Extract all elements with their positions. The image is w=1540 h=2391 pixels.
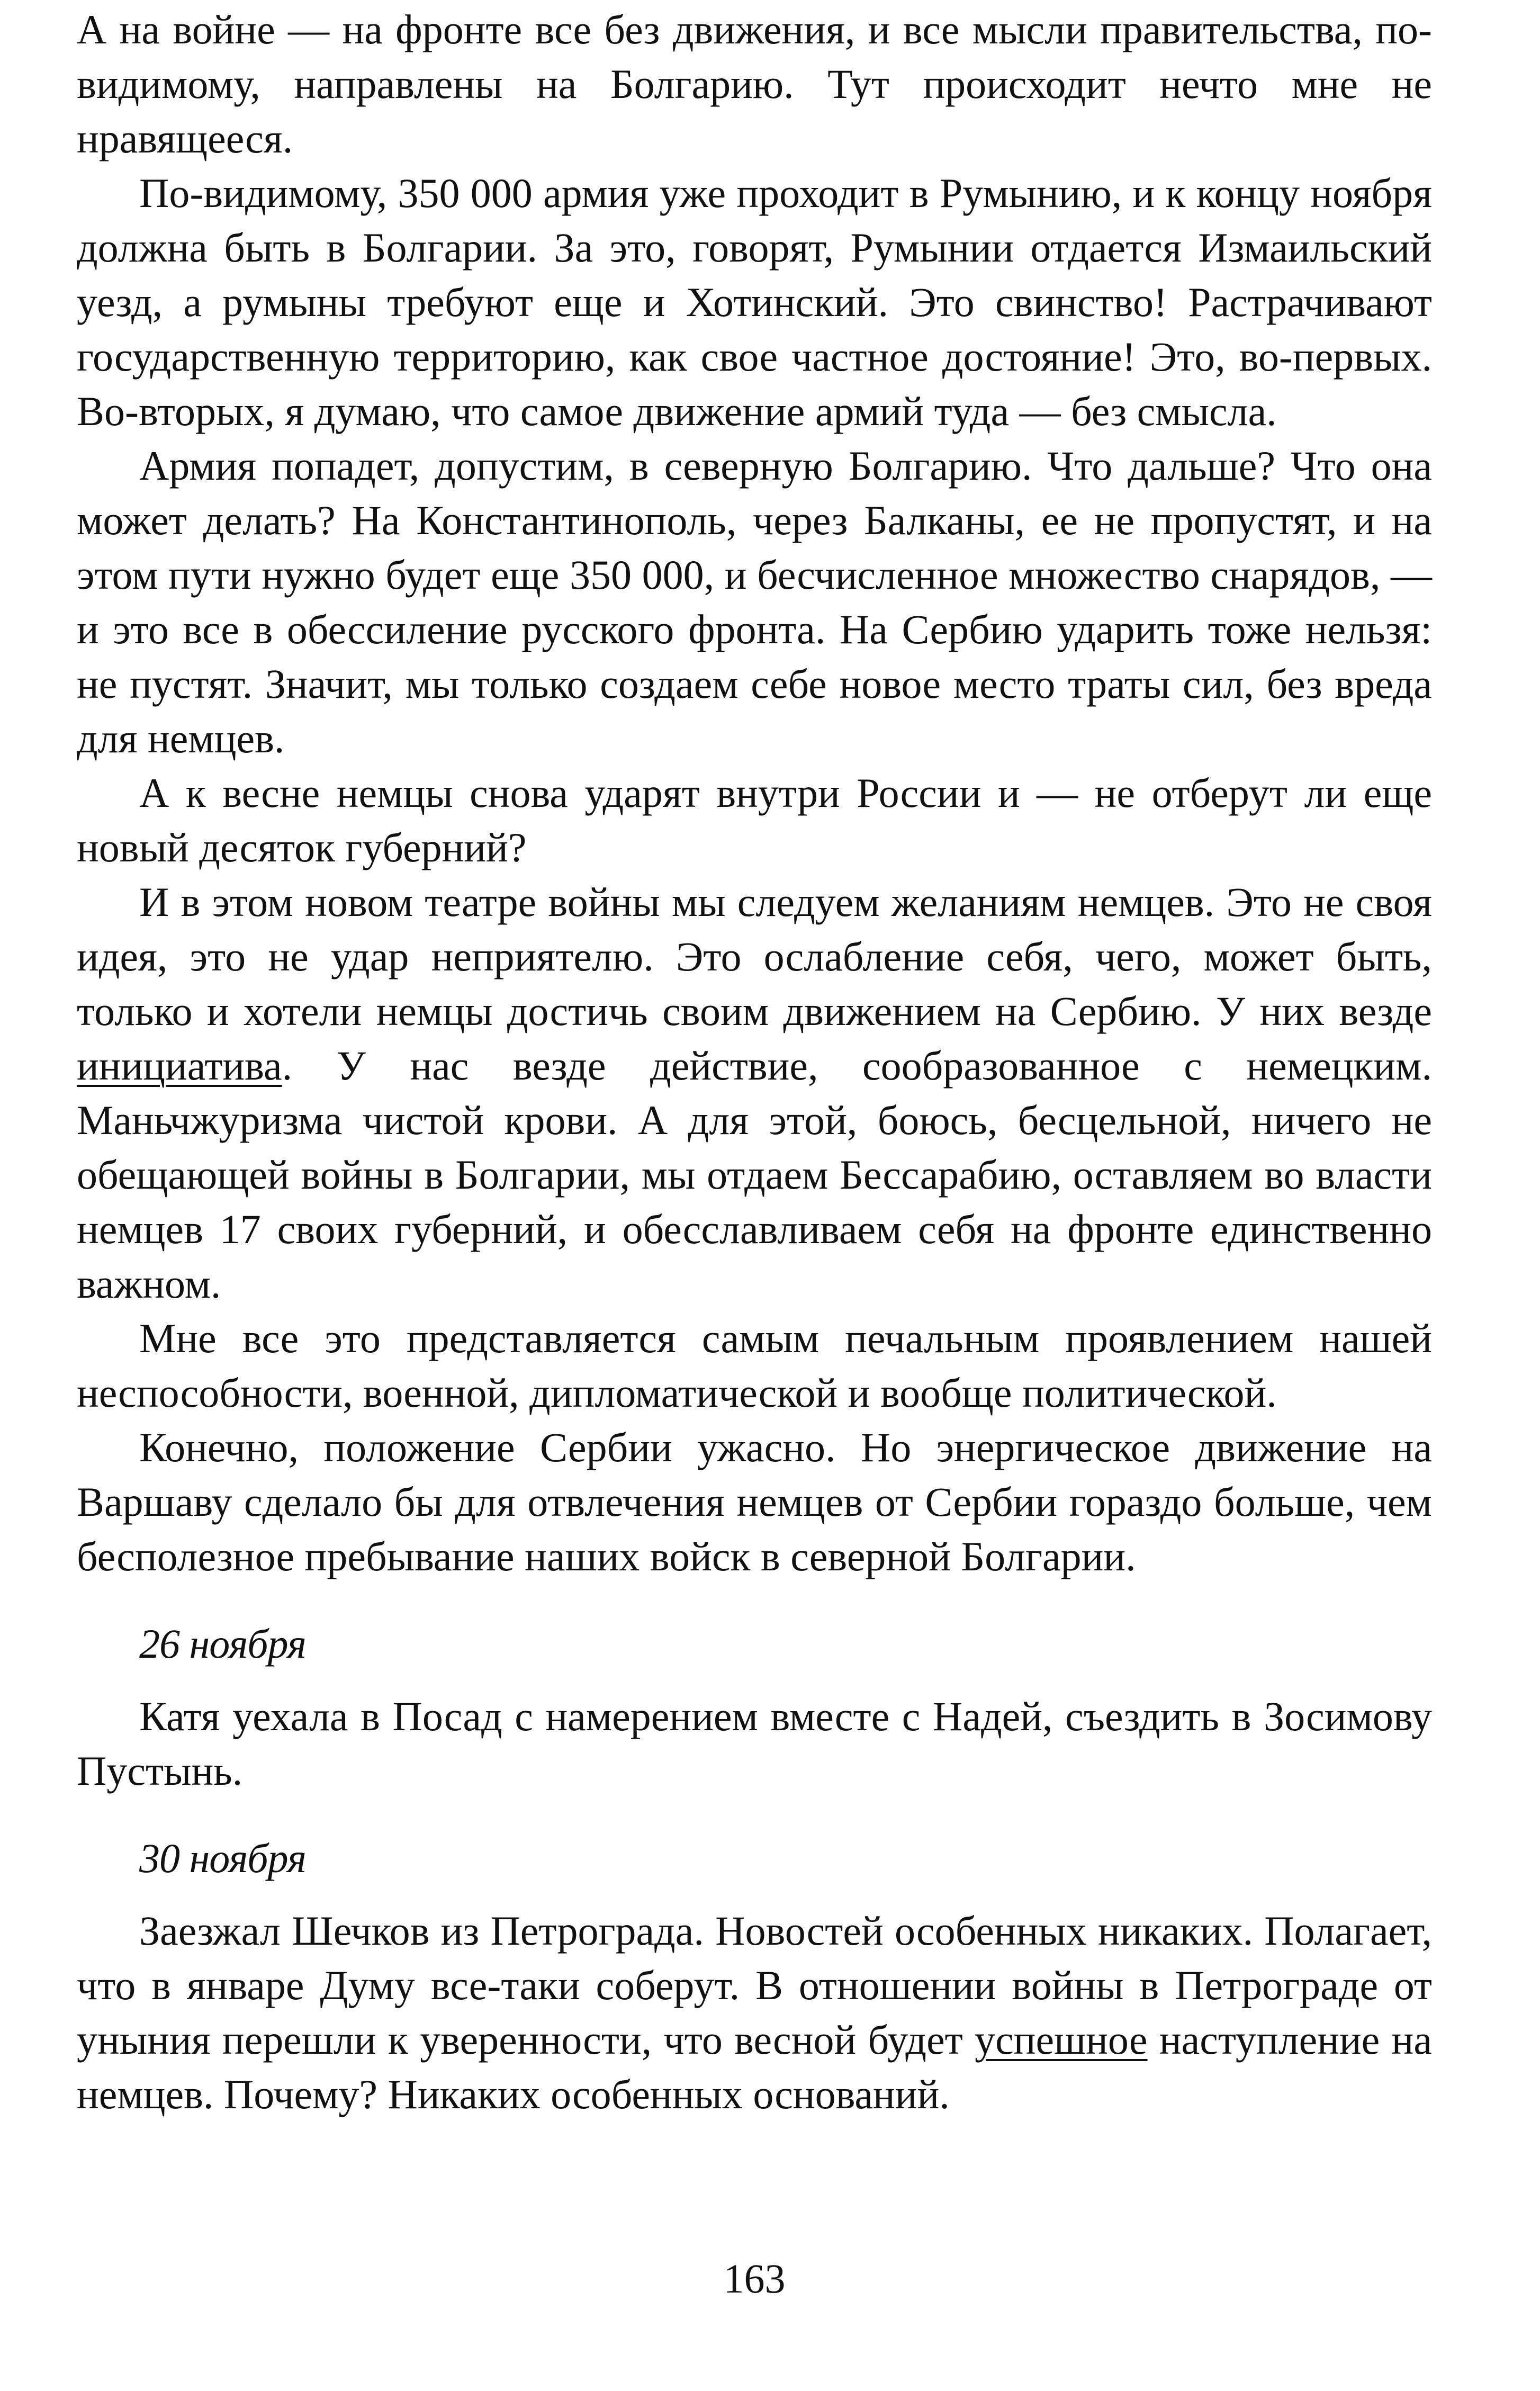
paragraph xyxy=(77,2,1432,166)
text-segment: И в этом новом театре войны мы следуем желаниям немцев. Это не своя идея, это не удар неприятелю. Это ослабление себя, чего, может быть, только и хотели немцы достичь своим движением на Сербию. У них везде xyxy=(77,879,1432,1034)
book-page xyxy=(77,0,1432,2391)
paragraph xyxy=(77,1903,1432,2122)
text-segment: Катя уехала в Посад с намерением вместе с Надей, съездить в Зосимову Пустынь. xyxy=(77,1693,1432,1794)
text-block xyxy=(77,2,1432,2122)
date-heading: 30 ноября xyxy=(139,1835,306,1881)
text-segment: По-видимому, 350 000 армия уже проходит в Румынию, и к концу ноября должна быть в Болгарии. За это, говорят, Румынии отдается Измаильский уезд, а румыны требуют еще и Хотинский. Это свинство! Растрачивают государственную территорию, как свое частное достояние! Это, во-первых. Во-вторых, я думаю, что самое движение армий туда — без смысла. xyxy=(77,170,1432,434)
entry-paragraphs xyxy=(77,1903,1432,2122)
text-segment: Мне все это представляется самым печальным проявлением нашей неспособности, военной, дипломатической и вообще политической. xyxy=(77,1315,1432,1416)
paragraph xyxy=(77,1420,1432,1584)
underlined-word: успешное xyxy=(975,2017,1148,2063)
date-heading: 26 ноября xyxy=(139,1621,306,1667)
paragraph xyxy=(77,166,1432,438)
text-segment: Армия попадет, допустим, в северную Болгарию. Что дальше? Что она может делать? На Константинополь, через Балканы, ее не пропустят, и на этом пути нужно будет еще 350 000, и бесчисленное множество снарядов, — и это все в обессиление русского фронта. На Сербию ударить тоже нельзя: не пустят. Значит, мы только создаем себе новое место траты сил, без вреда для немцев. xyxy=(77,443,1432,761)
page-number: 163 xyxy=(723,2255,786,2302)
text-segment: Конечно, положение Сербии ужасно. Но энергическое движение на Варшаву сделало бы для отвлечения немцев от Сербии гораздо больше, чем бесполезное пребывание наших войск в северной Болгарии. xyxy=(77,1424,1432,1579)
text-segment: . У нас везде действие, сообразованное с немецким. Маньчжуризма чистой крови. А для этой, боюсь, бесцельной, ничего не обещающей войны в Болгарии, мы отдаем Бессарабию, оставляем во власти немцев 17 своих губерний, и обесславливаем себя на фронте единственно важном. xyxy=(77,1042,1432,1307)
paragraph xyxy=(77,766,1432,875)
text-segment: А на войне — на фронте все без движения, и все мысли правительства, по-видимому, направлены на Болгарию. Тут происходит нечто мне не нравящееся. xyxy=(77,6,1432,161)
paragraph xyxy=(77,1689,1432,1798)
entry-paragraphs xyxy=(77,1689,1432,1798)
text-segment: Заезжал Шечков из Петрограда. Новостей особенных никаких. Полагает, что в январе Думу все-таки соберут. В отношении войны в Петрограде от уныния перешли к уверенности, что весной будет xyxy=(77,1908,1432,2063)
text-segment: А к весне немцы снова ударят внутри России и — не отберут ли еще новый десяток губерний? xyxy=(77,770,1432,870)
underlined-word: инициатива xyxy=(77,1042,282,1089)
paragraphs-top xyxy=(77,2,1432,1584)
paragraph xyxy=(77,875,1432,1311)
paragraph xyxy=(77,1311,1432,1420)
paragraph xyxy=(77,438,1432,766)
text-segment: наступление на немцев. Почему? Никаких особенных оснований. xyxy=(77,2017,1433,2117)
